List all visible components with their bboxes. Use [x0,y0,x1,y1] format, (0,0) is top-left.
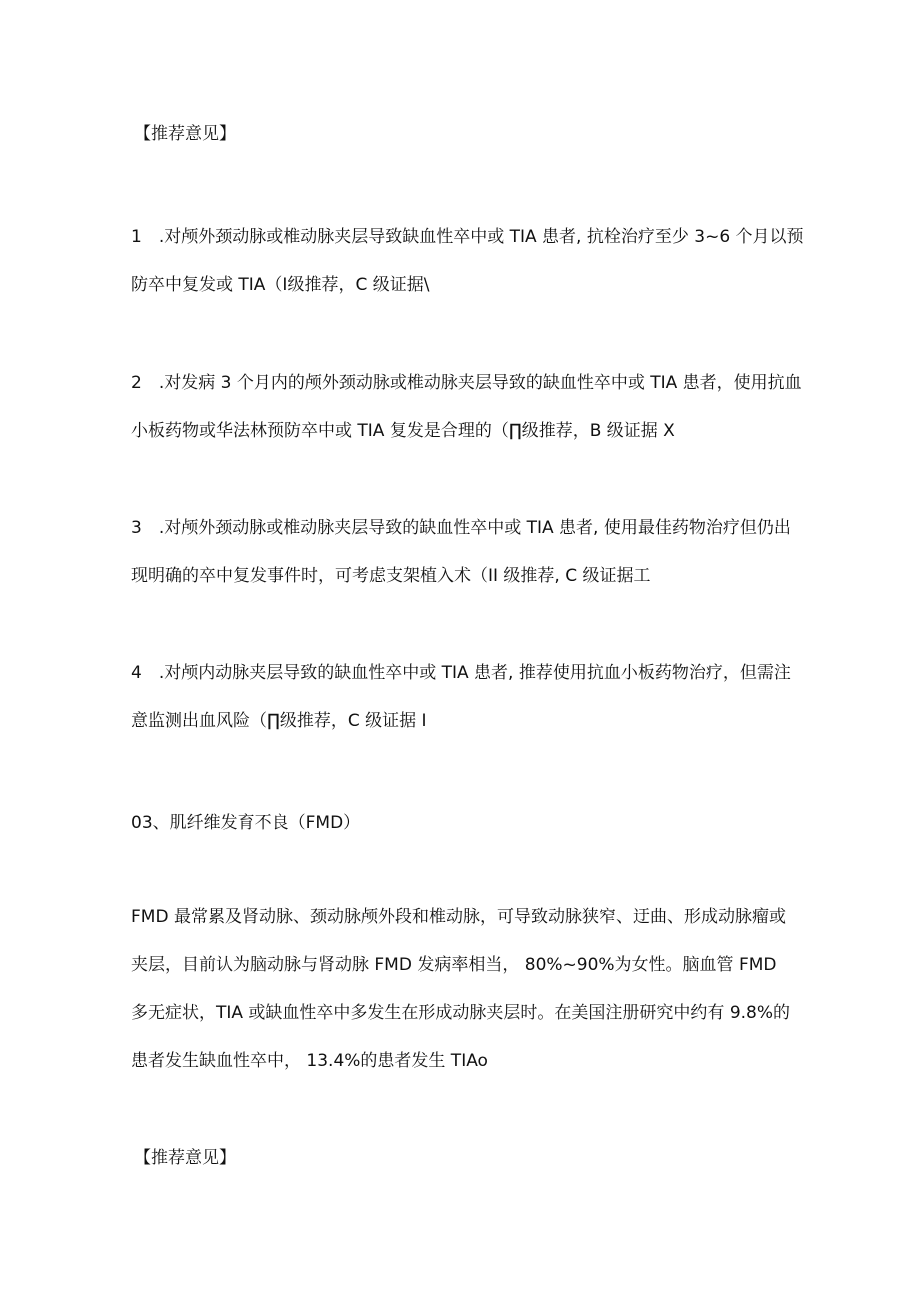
recommendation-1-line-1: 1 .对颅外颈动脉或椎动脉夹层导致缺血性卒中或 TIA 患者, 抗栓治疗至少 3~6 个月以预 [131,227,804,247]
recommendation-4 [131,662,801,732]
recommendation-3 [131,517,801,587]
section-body-fmd [131,906,801,1072]
recommendation-1-line-2: 防卒中复发或 TIA（Ⅰ级推荐，C 级证据\ [131,275,430,295]
recommendation-2 [131,372,801,442]
recommendation-2-line-2: 小板药物或华法林预防卒中或 TIA 复发是合理的（∏级推荐，B 级证据 X [131,421,675,441]
recommendation-1 [131,226,804,296]
section-body-line-4: 患者发生缺血性卒中， 13.4%的患者发生 TIAo [131,1051,488,1071]
section-body-line-2: 夹层，目前认为脑动脉与肾动脉 FMD 发病率相当， 80%~90%为女性。脑血管 FMD [131,955,777,975]
heading-recommendations-2: 【推荐意见】 [134,1148,236,1168]
section-title-fmd: 03、肌纤维发育不良（FMD） [131,813,361,833]
section-body-line-3: 多无症状，TIA 或缺血性卒中多发生在形成动脉夹层时。在美国注册研究中约有 9.8%的 [131,1003,791,1023]
heading-recommendations: 【推荐意见】 [134,124,236,144]
section-body-line-1: FMD 最常累及肾动脉、颈动脉颅外段和椎动脉，可导致动脉狭窄、迂曲、形成动脉瘤或 [131,907,786,927]
recommendation-2-line-1: 2 .对发病 3 个月内的颅外颈动脉或椎动脉夹层导致的缺血性卒中或 TIA 患者，使用抗血 [131,373,802,393]
recommendation-4-line-1: 4 .对颅内动脉夹层导致的缺血性卒中或 TIA 患者, 推荐使用抗血小板药物治疗，但需注 [131,663,791,683]
recommendation-3-line-2: 现明确的卒中复发事件时，可考虑支架植入术（II 级推荐, C 级证据工 [131,566,651,586]
recommendation-4-line-2: 意监测出血风险（∏级推荐，C 级证据 I [131,711,427,731]
recommendation-3-line-1: 3 .对颅外颈动脉或椎动脉夹层导致的缺血性卒中或 TIA 患者, 使用最佳药物治疗但仍出 [131,518,791,538]
